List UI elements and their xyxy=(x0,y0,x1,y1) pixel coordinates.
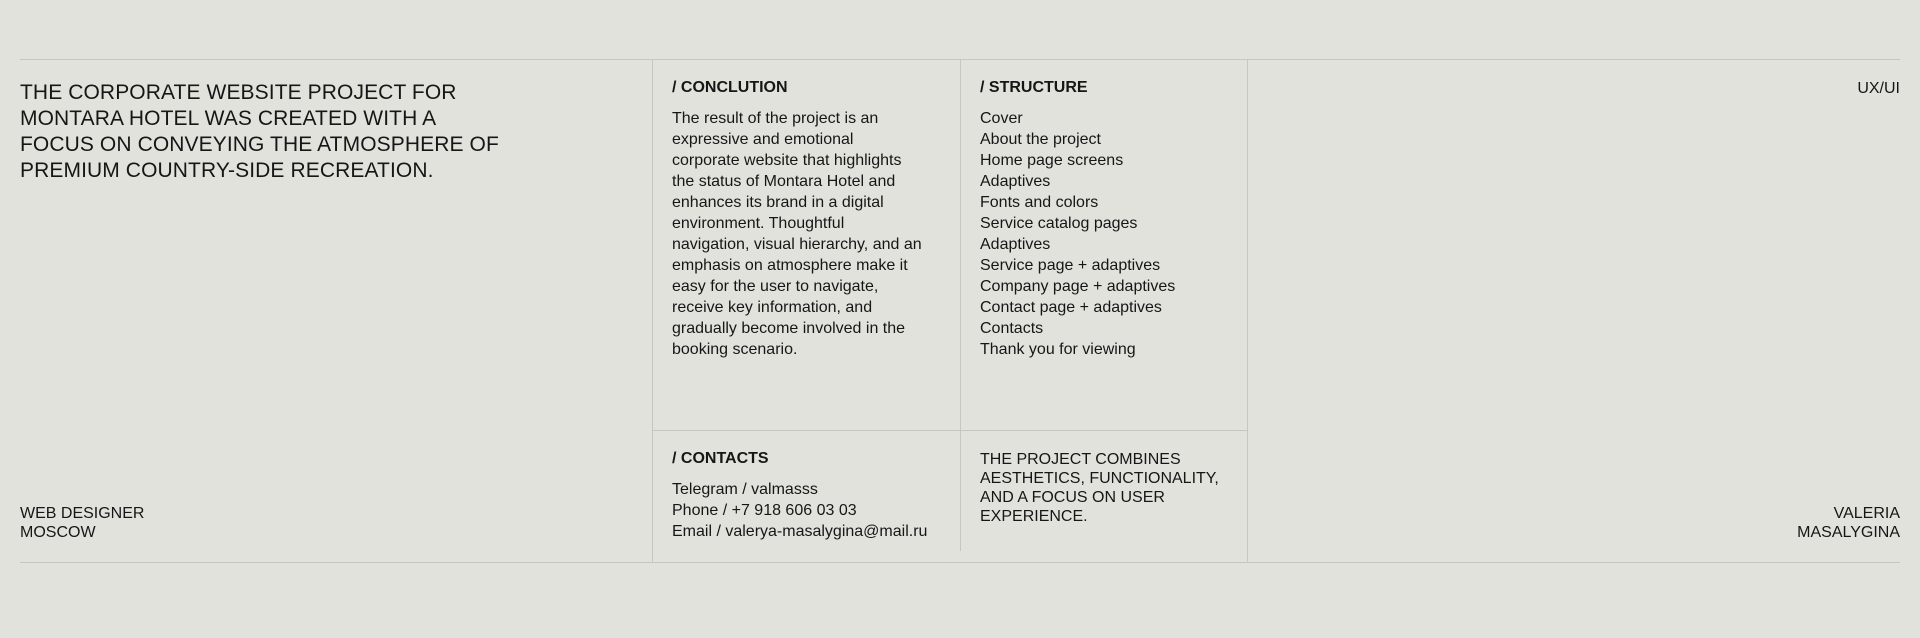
email-contact[interactable]: Email / valerya-masalygina@mail.ru xyxy=(672,523,928,540)
conclusion-line: enhances its brand in a digital xyxy=(672,194,884,211)
structure-item: Service page + adaptives xyxy=(980,257,1161,274)
phone-contact[interactable]: Phone / +7 918 606 03 03 xyxy=(672,502,857,519)
conclusion-line: gradually become involved in the xyxy=(672,320,906,337)
column-divider-1 xyxy=(652,59,653,562)
structure-item: Company page + adaptives xyxy=(980,278,1176,295)
project-summary xyxy=(980,450,1245,526)
structure-heading: / STRUCTURE xyxy=(980,79,1088,96)
column-divider-2 xyxy=(960,59,961,551)
role-title: WEB DESIGNER xyxy=(20,505,145,522)
structure-list xyxy=(980,108,1240,360)
contacts-list xyxy=(672,479,957,542)
author-first-name: VALERIA xyxy=(1833,505,1900,522)
conclusion-line: expressive and emotional xyxy=(672,131,854,148)
summary-line: THE PROJECT COMBINES xyxy=(980,451,1181,468)
conclusion-line: The result of the project is an xyxy=(672,110,879,127)
structure-item: Thank you for viewing xyxy=(980,341,1136,358)
summary-line: EXPERIENCE. xyxy=(980,508,1088,525)
structure-item: Contacts xyxy=(980,320,1044,337)
structure-item: Fonts and colors xyxy=(980,194,1099,211)
structure-item: Home page screens xyxy=(980,152,1124,169)
structure-section xyxy=(980,78,1240,360)
telegram-contact[interactable]: Telegram / valmasss xyxy=(672,481,818,498)
conclusion-text xyxy=(672,108,952,360)
structure-item: About the project xyxy=(980,131,1101,148)
intro-line: THE CORPORATE WEBSITE PROJECT FOR xyxy=(20,81,457,104)
conclusion-line: navigation, visual hierarchy, and an xyxy=(672,236,922,253)
structure-item: Cover xyxy=(980,110,1023,127)
middle-divider xyxy=(653,430,1248,431)
author-name xyxy=(1797,504,1900,542)
conclusion-section xyxy=(672,78,952,360)
conclusion-line: easy for the user to navigate, xyxy=(672,278,879,295)
intro-line: FOCUS ON CONVEYING THE ATMOSPHERE OF xyxy=(20,133,499,156)
intro-line: PREMIUM COUNTRY-SIDE RECREATION. xyxy=(20,159,434,182)
contacts-section xyxy=(672,449,957,542)
intro-line: MONTARA HOTEL WAS CREATED WITH A xyxy=(20,107,437,130)
conclusion-line: receive key information, and xyxy=(672,299,873,316)
conclusion-heading: / CONCLUTION xyxy=(672,79,788,96)
structure-item: Service catalog pages xyxy=(980,215,1138,232)
structure-item: Contact page + adaptives xyxy=(980,299,1162,316)
structure-item: Adaptives xyxy=(980,236,1051,253)
role-city: MOSCOW xyxy=(20,524,96,541)
structure-item: Adaptives xyxy=(980,173,1051,190)
summary-line: AESTHETICS, FUNCTIONALITY, xyxy=(980,470,1219,487)
column-divider-3 xyxy=(1247,59,1248,562)
conclusion-line: emphasis on atmosphere make it xyxy=(672,257,908,274)
summary-line: AND A FOCUS ON USER xyxy=(980,489,1165,506)
conclusion-line: corporate website that highlights xyxy=(672,152,902,169)
author-last-name: MASALYGINA xyxy=(1797,524,1900,541)
designer-role xyxy=(20,504,144,542)
category-label: UX/UI xyxy=(1857,80,1900,97)
conclusion-line: booking scenario. xyxy=(672,341,798,358)
contacts-heading: / CONTACTS xyxy=(672,450,769,467)
conclusion-line: the status of Montara Hotel and xyxy=(672,173,896,190)
conclusion-line: environment. Thoughtful xyxy=(672,215,845,232)
intro-statement xyxy=(20,80,540,184)
bottom-divider xyxy=(20,562,1900,563)
